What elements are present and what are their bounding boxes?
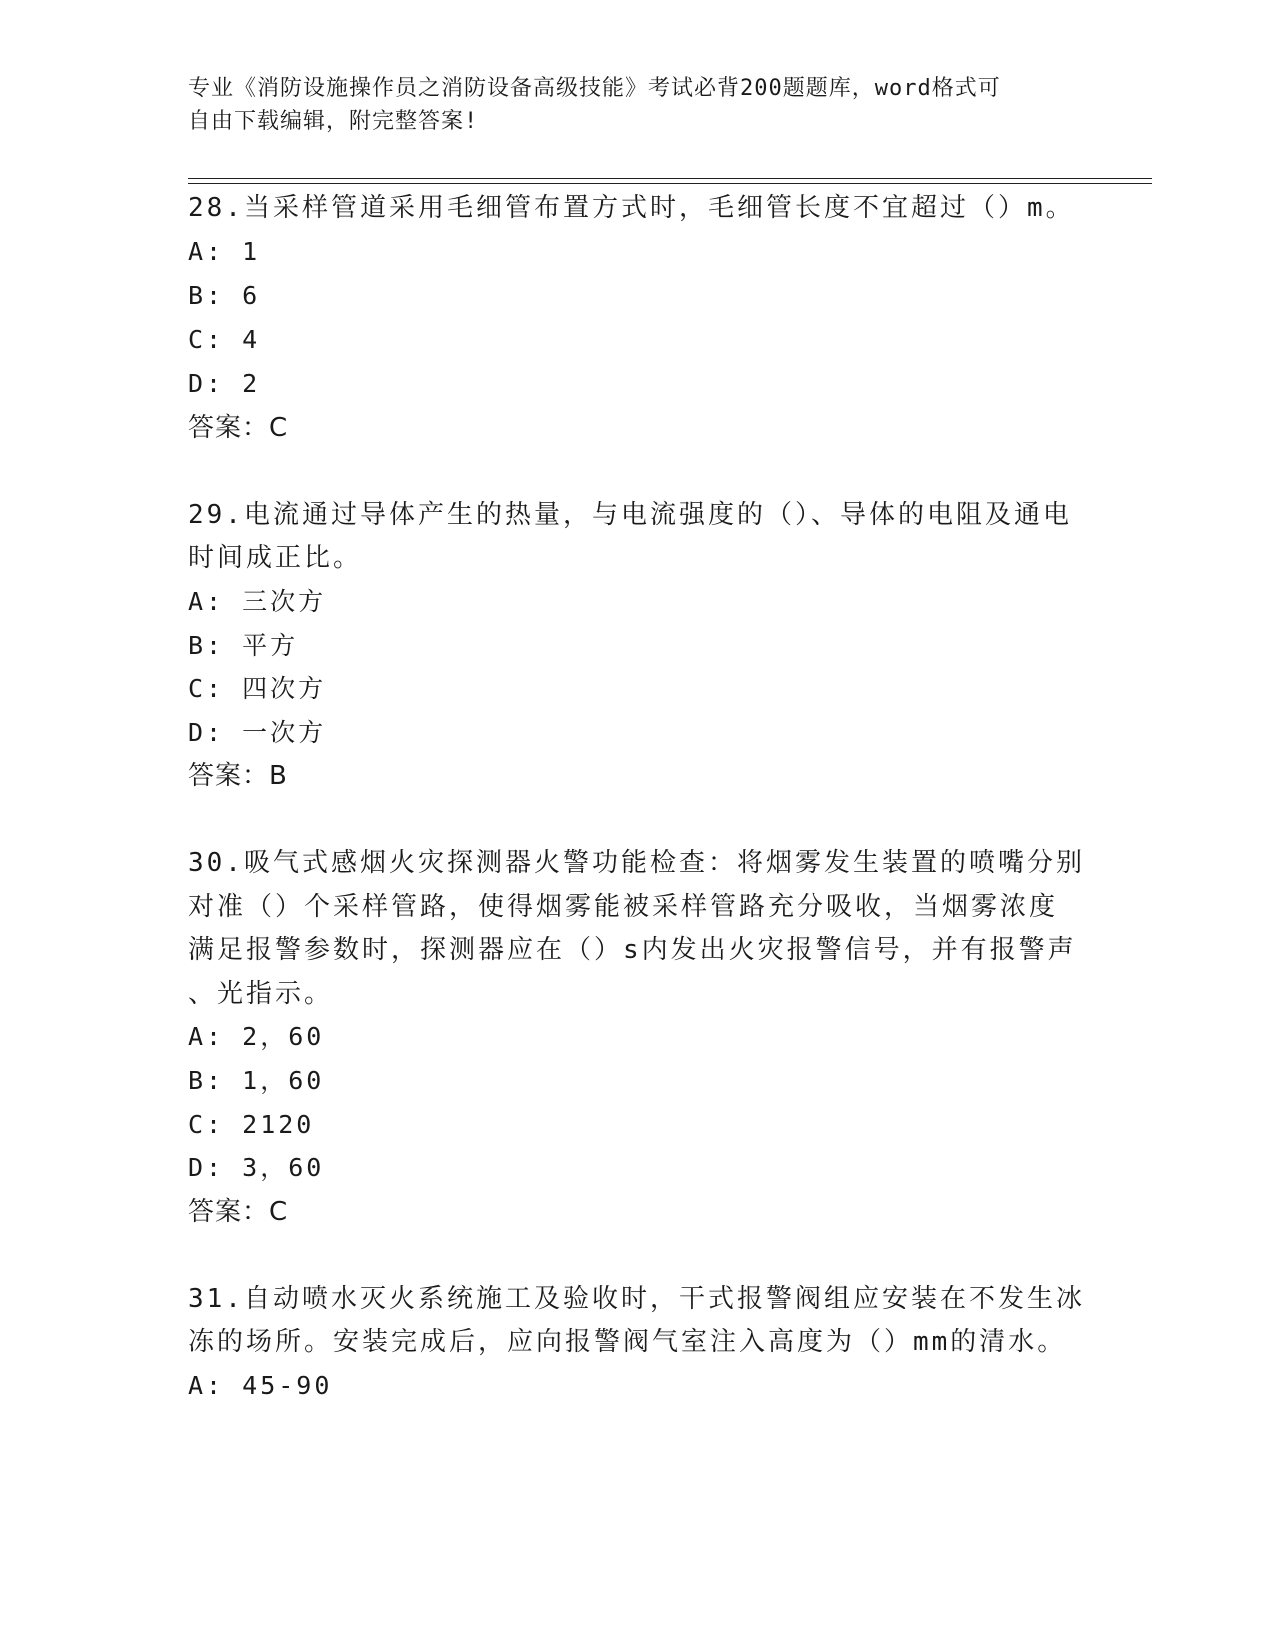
header-divider-bottom (188, 183, 1152, 184)
question-30-text-line-2: 对准（）个采样管路，使得烟雾能被采样管路充分吸收，当烟雾浓度 (188, 892, 1059, 922)
question-29-text-line-2: 时间成正比。 (188, 543, 363, 573)
question-28-option-a: A: 1 (188, 237, 261, 266)
header-line-1: 专业《消防设施操作员之消防设备高级技能》考试必背200题题库，word格式可 (188, 76, 1001, 101)
question-30-text-line-3: 满足报警参数时，探测器应在（）s内发出火灾报警信号，并有报警声 (188, 935, 1077, 965)
question-29-option-c: C: 四次方 (188, 674, 327, 703)
header-divider-top (188, 178, 1152, 179)
question-28-option-c: C: 4 (188, 325, 261, 354)
document-header (188, 72, 1088, 138)
question-31-text-line-2: 冻的场所。安装完成后，应向报警阀气室注入高度为（）mm的清水。 (188, 1327, 1067, 1357)
question-31-text-line-1: 31.自动喷水灭火系统施工及验收时，干式报警阀组应安装在不发生冰 (188, 1284, 1085, 1314)
question-30-text-line-4: 、光指示。 (188, 979, 334, 1009)
question-30-option-b: B: 1，60 (188, 1066, 325, 1095)
header-line-2: 自由下载编辑，附完整答案! (188, 109, 479, 134)
question-30-option-a: A: 2，60 (188, 1022, 325, 1051)
question-30-text-line-1: 30.吸气式感烟火灾探测器火警功能检查：将烟雾发生装置的喷嘴分别 (188, 848, 1085, 878)
question-28-option-b: B: 6 (188, 281, 261, 310)
question-31-option-a: A: 45-90 (188, 1371, 333, 1400)
question-28-option-d: D: 2 (188, 369, 261, 398)
question-28-text: 28.当采样管道采用毛细管布置方式时，毛细管长度不宜超过（）m。 (188, 193, 1075, 223)
question-29-option-a: A: 三次方 (188, 587, 327, 616)
question-29-text-line-1: 29.电流通过导体产生的热量，与电流强度的（）、导体的电阻及通电 (188, 500, 1072, 530)
question-29-answer: 答案：B (188, 761, 288, 791)
question-28-answer: 答案：C (188, 413, 289, 443)
question-30-option-c: C: 2120 (188, 1110, 315, 1139)
question-29-option-d: D: 一次方 (188, 718, 327, 747)
question-30-option-d: D: 3，60 (188, 1153, 325, 1182)
question-29-option-b: B: 平方 (188, 631, 299, 660)
question-30-answer: 答案：C (188, 1197, 289, 1227)
